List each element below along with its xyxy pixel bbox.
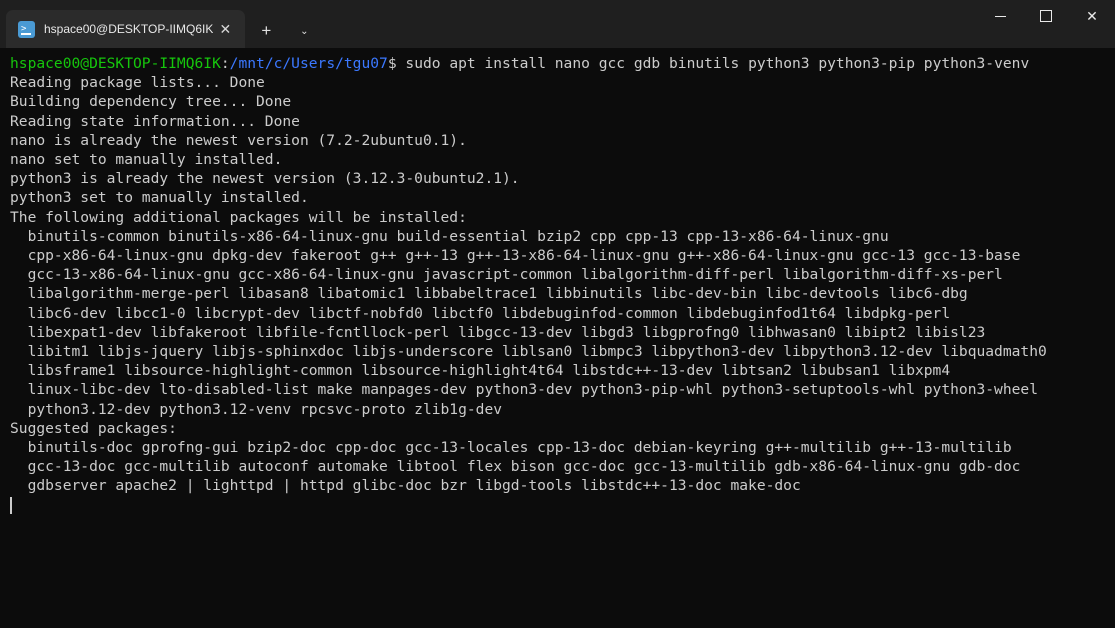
- output-line: libsframe1 libsource-highlight-common libsource-highlight4t64 libstdc++-13-dev libtsan2 libubsan1 libxpm4: [10, 362, 951, 380]
- prompt-sigil: $: [387, 55, 397, 72]
- output-line: nano set to manually installed.: [10, 151, 283, 169]
- title-bar: [0, 0, 1115, 48]
- output-line: cpp-x86-64-linux-gnu dpkg-dev fakeroot g++ g++-13 g++-13-x86-64-linux-gnu g++-x86-64-linux-gnu gcc-13 gcc-13-base: [10, 247, 1021, 265]
- output-line: gcc-13-doc gcc-multilib autoconf automake libtool flex bison gcc-doc gcc-13-multilib gdb-x86-64-linux-gnu gdb-doc: [10, 458, 1021, 476]
- ubuntu-terminal-icon: >: [18, 21, 35, 38]
- prompt-user: hspace00@DESKTOP-IIMQ6IK: [10, 55, 221, 72]
- chevron-down-icon[interactable]: ⌄: [300, 25, 309, 37]
- output-line: Suggested packages:: [10, 419, 177, 437]
- prompt-path: /mnt/c/Users/tgu07: [229, 55, 388, 72]
- output-line: Reading package lists... Done: [10, 74, 265, 92]
- terminal-output[interactable]: [0, 48, 1115, 628]
- scrollbar[interactable]: [1105, 48, 1115, 628]
- output-line: python3.12-dev python3.12-venv rpcsvc-proto zlib1g-dev: [10, 400, 503, 418]
- output-line: gdbserver apache2 | lighttpd | httpd glibc-doc bzr libgd-tools libstdc++-13-doc make-doc: [10, 477, 801, 495]
- prompt-command: sudo apt install nano gcc gdb binutils python3 python3-pip python3-venv: [396, 55, 1030, 72]
- output-line: libitm1 libjs-jquery libjs-sphinxdoc libjs-underscore liblsan0 libmpc3 libpython3-dev libpython3.12-dev libquadmath0: [10, 343, 1047, 361]
- terminal-cursor-line: [10, 496, 1105, 515]
- output-line: Building dependency tree... Done: [10, 93, 292, 111]
- output-line: python3 is already the newest version (3.12.3-0ubuntu2.1).: [10, 170, 520, 188]
- output-line: binutils-doc gprofng-gui bzip2-doc cpp-doc gcc-13-locales cpp-13-doc debian-keyring g++-multilib g++-13-multilib: [10, 439, 1012, 457]
- close-window-button[interactable]: ✕: [1086, 7, 1098, 24]
- output-line: libalgorithm-merge-perl libasan8 libatomic1 libbabeltrace1 libbinutils libc-dev-bin libc-devtools libc6-dbg: [10, 285, 968, 303]
- output-line: python3 set to manually installed.: [10, 189, 309, 207]
- output-line: gcc-13-x86-64-linux-gnu gcc-x86-64-linux-gnu javascript-common libalgorithm-diff-perl libalgorithm-diff-xs-perl: [10, 266, 1003, 284]
- output-line: nano is already the newest version (7.2-2ubuntu0.1).: [10, 131, 467, 149]
- tab-title: hspace00@DESKTOP-IIMQ6IK: [44, 22, 214, 36]
- tab-ubuntu-session[interactable]: [6, 10, 245, 48]
- text-cursor: [10, 497, 12, 514]
- prompt-line: [10, 54, 1105, 73]
- close-tab-icon[interactable]: ✕: [219, 20, 232, 37]
- output-line: libc6-dev libcc1-0 libcrypt-dev libctf-nobfd0 libctf0 libdebuginfod-common libdebuginfod1t64 libdpkg-perl: [10, 304, 951, 322]
- output-line: The following additional packages will be installed:: [10, 208, 467, 226]
- output-line: linux-libc-dev lto-disabled-list make manpages-dev python3-dev python3-pip-whl python3-setuptools-whl python3-wheel: [10, 381, 1038, 399]
- tab-strip: [0, 0, 977, 48]
- output-line: binutils-common binutils-x86-64-linux-gnu build-essential bzip2 cpp cpp-13 cpp-13-x86-64-linux-gnu: [10, 227, 889, 245]
- output-line: libexpat1-dev libfakeroot libfile-fcntllock-perl libgcc-13-dev libgd3 libgprofng0 libhwasan0 libipt2 libisl23: [10, 323, 986, 341]
- window-controls: [977, 0, 1115, 48]
- prompt-separator: :: [220, 55, 230, 72]
- new-tab-button[interactable]: +: [261, 21, 272, 40]
- maximize-button[interactable]: [1023, 0, 1069, 32]
- output-line: Reading state information... Done: [10, 112, 300, 130]
- minimize-button[interactable]: [977, 0, 1023, 32]
